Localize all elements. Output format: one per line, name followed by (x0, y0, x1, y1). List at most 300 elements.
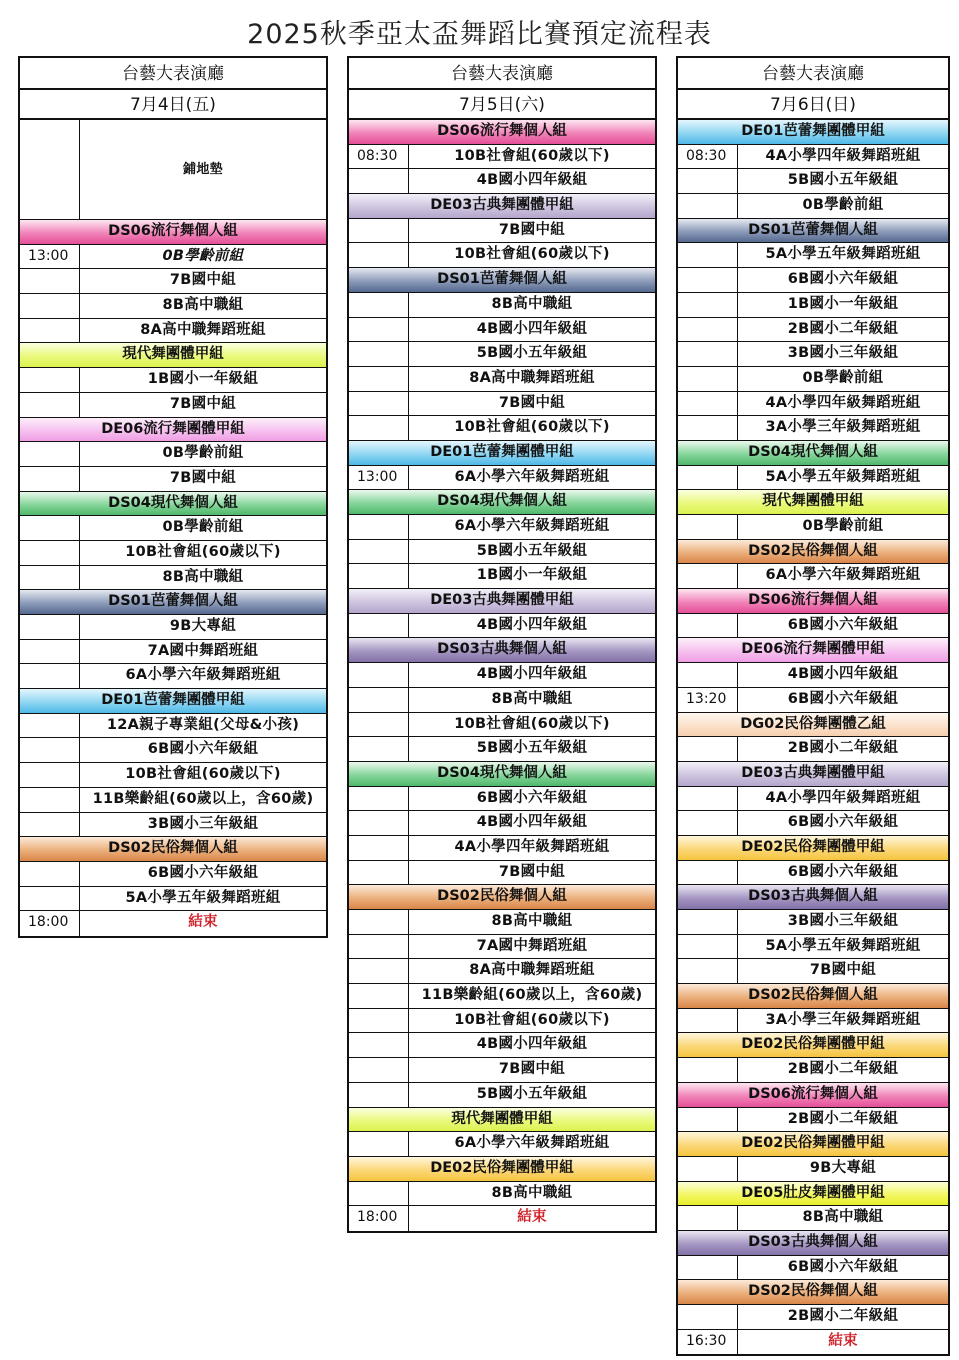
entry-label: 8B高中職組 (162, 297, 244, 314)
date-header: 7月5日(六) (349, 90, 655, 120)
entry-row (678, 564, 948, 589)
time-cell (678, 1157, 738, 1181)
category-header-row (349, 589, 655, 614)
category-label: DS04現代舞個人組 (108, 494, 238, 511)
entry-row (349, 910, 655, 935)
entry-label: 7B國中組 (169, 272, 237, 289)
category-header-row (678, 885, 948, 910)
entry-row (349, 293, 655, 318)
time-cell (20, 120, 80, 219)
time-cell (678, 243, 738, 267)
time-cell (20, 738, 80, 762)
category-header-row (20, 343, 326, 368)
time-cell (678, 318, 738, 342)
entry-label: 7B國中組 (169, 469, 237, 486)
entry-row (678, 910, 948, 935)
entry-label: 10B社會組(60歲以下) (454, 147, 610, 164)
category-label: DS06流行舞個人組 (748, 592, 878, 609)
entry-label: 10B社會組(60歲以下) (125, 543, 281, 560)
time-cell (349, 836, 409, 860)
schedule-column-day1 (18, 56, 328, 938)
category-header-row (349, 638, 655, 663)
time-cell (349, 392, 409, 416)
category-label: DS01芭蕾舞個人組 (748, 221, 878, 238)
entry-label: 6B國小六年級組 (787, 1258, 899, 1275)
category-header-row (349, 120, 655, 145)
entry-row (678, 1256, 948, 1281)
category-header-row (678, 984, 948, 1009)
time-cell (678, 935, 738, 959)
time-cell (349, 416, 409, 440)
entry-label: 8B高中職組 (491, 295, 573, 312)
entry-row (20, 442, 326, 467)
entry-label: 7B國中組 (498, 863, 566, 880)
entry-label: 7A國中舞蹈班組 (147, 642, 259, 659)
time-cell (678, 614, 738, 638)
time-cell (349, 1033, 409, 1057)
time-cell (678, 737, 738, 761)
entry-row (678, 935, 948, 960)
entry-row (678, 515, 948, 540)
entry-row (349, 713, 655, 738)
time-cell (349, 861, 409, 885)
category-header-row (678, 540, 948, 565)
end-label: 結束 (828, 1332, 858, 1349)
entry-row (678, 243, 948, 268)
category-header-row (20, 837, 326, 862)
category-header-row (678, 1182, 948, 1207)
category-label: 現代舞團體甲組 (451, 1110, 553, 1127)
entry-row (20, 862, 326, 887)
entry-label: 2B國小二年級組 (787, 1061, 899, 1078)
time-cell (349, 984, 409, 1008)
category-label: DE05肚皮舞團體甲組 (741, 1184, 885, 1201)
entry-row (349, 564, 655, 589)
time-cell (20, 813, 80, 837)
time-cell (349, 318, 409, 342)
entry-label: 10B社會組(60歲以下) (454, 715, 610, 732)
entry-label: 4B國小四年級組 (476, 814, 588, 831)
time-cell (678, 811, 738, 835)
category-header-row (678, 1132, 948, 1157)
entry-label: 12A親子專業組(父母&小孩) (106, 716, 300, 733)
setup-row (20, 120, 326, 220)
time-cell (678, 268, 738, 292)
time-cell (678, 466, 738, 490)
time-cell (20, 294, 80, 318)
entry-row (678, 268, 948, 293)
entry-label: 7B國中組 (809, 962, 877, 979)
schedule-column-day2 (347, 56, 657, 1233)
time-cell (20, 393, 80, 417)
venue-header: 台藝大表演廳 (20, 58, 326, 90)
time-cell (20, 269, 80, 293)
time-cell (349, 713, 409, 737)
entry-label: 5A小學五年級舞蹈班組 (765, 246, 921, 263)
category-header-row (20, 689, 326, 714)
time-cell (20, 541, 80, 565)
entry-row (349, 959, 655, 984)
entry-label: 4A小學四年級舞蹈班組 (454, 838, 610, 855)
category-header-row (349, 194, 655, 219)
category-label: DS01芭蕾舞個人組 (108, 593, 238, 610)
category-header-row (20, 492, 326, 517)
venue-header: 台藝大表演廳 (678, 58, 948, 90)
time-cell: 18:00 (20, 911, 80, 936)
entry-label: 4A小學四年級舞蹈班組 (765, 789, 921, 806)
time-cell (678, 515, 738, 539)
category-header-row (349, 268, 655, 293)
time-cell (678, 1058, 738, 1082)
entry-row (20, 566, 326, 591)
entry-row (678, 416, 948, 441)
time-cell (20, 368, 80, 392)
entry-label: 11B樂齡組(60歲以上，含60歲) (92, 790, 314, 807)
time-cell (349, 1132, 409, 1156)
entry-row (678, 367, 948, 392)
entry-label: 2B國小二年級組 (787, 320, 899, 337)
category-label: 現代舞團體甲組 (762, 493, 864, 510)
entry-label: 6B國小六年級組 (476, 789, 588, 806)
category-header-row (349, 885, 655, 910)
entry-row (349, 367, 655, 392)
entry-row (349, 984, 655, 1009)
entry-label: 6B國小六年級組 (787, 690, 899, 707)
category-label: DS06流行舞個人組 (437, 123, 567, 139)
time-cell (349, 663, 409, 687)
category-label: DS01芭蕾舞個人組 (437, 271, 567, 288)
entry-label: 3B國小三年級組 (787, 913, 899, 929)
schedule-rows (678, 120, 948, 1354)
entry-label: 6A小學六年級舞蹈班組 (454, 518, 610, 534)
entry-label: 6B國小六年級組 (787, 616, 899, 633)
entry-row (678, 293, 948, 318)
date-header: 7月4日(五) (20, 90, 326, 120)
venue-header: 台藝大表演廳 (349, 58, 655, 90)
entry-label: 7B國中組 (498, 221, 566, 238)
time-cell (349, 243, 409, 267)
entry-row (20, 887, 326, 912)
time-cell (678, 1305, 738, 1329)
time-cell (349, 811, 409, 835)
entry-row (349, 811, 655, 836)
entry-label: 4B國小四年級組 (787, 666, 899, 683)
entry-row (678, 663, 948, 688)
category-header-row (20, 220, 326, 245)
time-cell (349, 787, 409, 811)
entry-row (349, 836, 655, 861)
entry-row (678, 861, 948, 886)
entry-row (678, 318, 948, 343)
time-cell (349, 1083, 409, 1107)
entry-row (349, 1182, 655, 1207)
time-cell (20, 788, 80, 812)
entry-row (678, 1058, 948, 1083)
entry-row (349, 1132, 655, 1157)
entry-label: 5B國小五年級組 (476, 542, 588, 559)
end-row (20, 911, 326, 936)
entry-row (678, 787, 948, 812)
time-cell: 08:30 (349, 145, 409, 169)
category-label: DE02民俗舞團體甲組 (430, 1159, 574, 1176)
category-label: DE01芭蕾舞團體甲組 (101, 692, 245, 709)
time-cell: 18:00 (349, 1206, 409, 1231)
time-cell (20, 862, 80, 886)
entry-label: 0B學齡前組 (802, 518, 884, 534)
category-header-row (678, 1280, 948, 1305)
entry-row (20, 615, 326, 640)
time-cell (349, 540, 409, 564)
time-cell (349, 1182, 409, 1206)
time-cell (678, 1108, 738, 1132)
entry-row (678, 1108, 948, 1133)
time-cell (678, 293, 738, 317)
entry-label: 9B大專組 (169, 618, 237, 634)
entry-label: 5A小學五年級舞蹈班組 (125, 889, 281, 906)
category-header-row (678, 1033, 948, 1058)
entry-label: 6B國小六年級組 (147, 864, 259, 881)
entry-row (349, 416, 655, 441)
entry-label: 1B國小一年級組 (147, 371, 259, 388)
time-cell (349, 959, 409, 983)
entry-row (349, 787, 655, 812)
entry-row (678, 737, 948, 762)
time-cell (20, 467, 80, 491)
entry-label: 6A小學六年級舞蹈班組 (125, 667, 281, 684)
entry-row (678, 466, 948, 491)
entry-label: 4A小學四年級舞蹈班組 (765, 147, 921, 164)
entry-row (20, 788, 326, 813)
category-label: DS02民俗舞個人組 (748, 987, 878, 1004)
time-cell (678, 1256, 738, 1280)
category-label: DS02民俗舞個人組 (108, 840, 238, 857)
entry-row (349, 1009, 655, 1034)
entry-label: 8A高中職舞蹈班組 (469, 962, 595, 979)
category-header-row (349, 490, 655, 515)
entry-label: 1B國小一年級組 (476, 567, 588, 584)
entry-row (349, 466, 655, 491)
category-header-row (349, 1157, 655, 1182)
category-header-row (678, 490, 948, 515)
entry-label: 5B國小五年級組 (476, 1085, 588, 1102)
category-label: DE02民俗舞團體甲組 (741, 1036, 885, 1053)
entry-label: 0B學齡前組 (162, 247, 244, 264)
time-cell (678, 169, 738, 193)
entry-label: 4B國小四年級組 (476, 1036, 588, 1053)
category-label: 現代舞團體甲組 (122, 346, 224, 363)
entry-label: 5A小學五年級舞蹈班組 (765, 937, 921, 954)
time-cell (678, 663, 738, 687)
end-row (349, 1206, 655, 1231)
category-header-row (678, 120, 948, 145)
time-cell (678, 342, 738, 366)
entry-row (678, 1157, 948, 1182)
entry-row (349, 318, 655, 343)
entry-row (20, 467, 326, 492)
time-cell (678, 959, 738, 983)
time-cell (349, 910, 409, 934)
entry-label: 5B國小五年級組 (476, 740, 588, 757)
entry-label: 8B高中職組 (162, 568, 244, 585)
entry-label: 4B國小四年級組 (476, 666, 588, 683)
time-cell (20, 763, 80, 787)
entry-row (349, 219, 655, 244)
entry-label: 9B大專組 (809, 1159, 877, 1176)
entry-label: 4B國小四年級組 (476, 172, 588, 189)
category-label: DS04現代舞個人組 (748, 443, 878, 460)
entry-row (349, 861, 655, 886)
time-cell: 13:00 (20, 245, 80, 269)
end-label: 結束 (188, 914, 218, 931)
entry-label: 8B高中職組 (491, 1184, 573, 1201)
entry-label: 8B高中職組 (491, 913, 573, 929)
entry-label: 1B國小一年級組 (787, 295, 899, 312)
entry-label: 3A小學三年級舞蹈班組 (765, 1011, 921, 1028)
entry-row (349, 614, 655, 639)
category-label: DE06流行舞團體甲組 (741, 641, 885, 658)
category-label: DE03古典舞團體甲組 (430, 197, 574, 214)
time-cell (20, 615, 80, 639)
time-cell (678, 787, 738, 811)
time-cell (349, 342, 409, 366)
time-cell (20, 887, 80, 911)
entry-label: 8B高中職組 (802, 1209, 884, 1226)
time-cell (678, 416, 738, 440)
entry-label: 4B國小四年級組 (476, 616, 588, 633)
time-cell (349, 515, 409, 539)
entry-row (349, 540, 655, 565)
category-label: DS06流行舞個人組 (748, 1085, 878, 1102)
entry-row (20, 245, 326, 270)
entry-row (349, 663, 655, 688)
time-cell (678, 1206, 738, 1230)
end-row (678, 1330, 948, 1355)
category-label: DS06流行舞個人組 (108, 223, 238, 239)
category-label: DE01芭蕾舞團體甲組 (741, 123, 885, 139)
entry-row (349, 1033, 655, 1058)
category-label: DS03古典舞個人組 (437, 641, 567, 658)
entry-label: 8A高中職舞蹈班組 (469, 369, 595, 386)
entry-label: 4B國小四年級組 (476, 320, 588, 337)
entry-row (678, 1206, 948, 1231)
category-label: DE03古典舞團體甲組 (741, 764, 885, 781)
category-header-row (678, 589, 948, 614)
entry-label: 11B樂齡組(60歲以上，含60歲) (421, 987, 643, 1004)
time-cell (349, 614, 409, 638)
entry-row (20, 294, 326, 319)
entry-row (678, 688, 948, 713)
entry-label: 0B學齡前組 (802, 197, 884, 214)
category-header-row (678, 219, 948, 244)
entry-row (20, 516, 326, 541)
category-label: DS03古典舞個人組 (748, 888, 878, 905)
entry-label: 0B學齡前組 (162, 519, 244, 536)
category-header-row (678, 1231, 948, 1256)
category-label: DG02民俗舞團體乙組 (740, 715, 886, 732)
entry-row (349, 935, 655, 960)
entry-label: 8B高中職組 (491, 690, 573, 707)
category-header-row (678, 1083, 948, 1108)
entry-row (20, 368, 326, 393)
category-header-row (349, 441, 655, 466)
category-label: DE02民俗舞團體甲組 (741, 1135, 885, 1152)
entry-row (678, 1305, 948, 1330)
category-label: DS02民俗舞個人組 (748, 1283, 878, 1300)
setup-label: 鋪地墊 (183, 162, 223, 177)
entry-row (349, 1058, 655, 1083)
time-cell (20, 640, 80, 664)
entry-row (678, 194, 948, 219)
entry-row (20, 664, 326, 689)
entry-row (678, 811, 948, 836)
entry-label: 2B國小二年級組 (787, 1308, 899, 1324)
entry-label: 6B國小六年級組 (147, 741, 259, 758)
schedule-column-day3 (676, 56, 950, 1356)
category-label: DS03古典舞個人組 (748, 1233, 878, 1250)
entry-row (349, 243, 655, 268)
entry-label: 7B國中組 (498, 394, 566, 411)
entry-label: 7B國中組 (498, 1061, 566, 1078)
entry-row (349, 169, 655, 194)
category-header-row (678, 713, 948, 738)
time-cell (349, 688, 409, 712)
category-header-row (678, 762, 948, 787)
schedule-rows (349, 120, 655, 1231)
entry-row (349, 688, 655, 713)
entry-row (20, 738, 326, 763)
entry-row (678, 145, 948, 170)
category-header-row (20, 418, 326, 443)
time-cell: 16:30 (678, 1330, 738, 1355)
entry-row (20, 714, 326, 739)
entry-label: 10B社會組(60歲以下) (454, 246, 610, 263)
category-label: DE03古典舞團體甲組 (430, 592, 574, 609)
category-label: DS02民俗舞個人組 (748, 542, 878, 559)
time-cell (678, 861, 738, 885)
date-header: 7月6日(日) (678, 90, 948, 120)
entry-label: 6A小學六年級舞蹈班組 (454, 468, 610, 485)
entry-label: 5B國小五年級組 (787, 172, 899, 189)
category-header-row (678, 638, 948, 663)
entry-label: 2B國小二年級組 (787, 740, 899, 757)
entry-row (20, 640, 326, 665)
end-label: 結束 (517, 1209, 547, 1226)
entry-label: 10B社會組(60歲以下) (125, 766, 281, 783)
time-cell (349, 935, 409, 959)
entry-label: 0B學齡前組 (802, 369, 884, 386)
entry-row (349, 1083, 655, 1108)
entry-row (349, 392, 655, 417)
time-cell (20, 714, 80, 738)
category-label: DS04現代舞個人組 (437, 493, 567, 510)
category-label: DE01芭蕾舞團體甲組 (430, 443, 574, 460)
entry-row (20, 813, 326, 838)
time-cell: 13:00 (349, 466, 409, 490)
entry-label: 3A小學三年級舞蹈班組 (765, 419, 921, 436)
entry-label: 0B學齡前組 (162, 445, 244, 462)
entry-row (678, 342, 948, 367)
entry-label: 6B國小六年級組 (787, 271, 899, 288)
entry-row (20, 541, 326, 566)
entry-row (349, 145, 655, 170)
entry-label: 10B社會組(60歲以下) (454, 419, 610, 436)
time-cell (20, 319, 80, 343)
entry-row (20, 763, 326, 788)
category-label: DS04現代舞個人組 (437, 764, 567, 781)
category-header-row (678, 836, 948, 861)
entry-row (20, 269, 326, 294)
time-cell (678, 1009, 738, 1033)
